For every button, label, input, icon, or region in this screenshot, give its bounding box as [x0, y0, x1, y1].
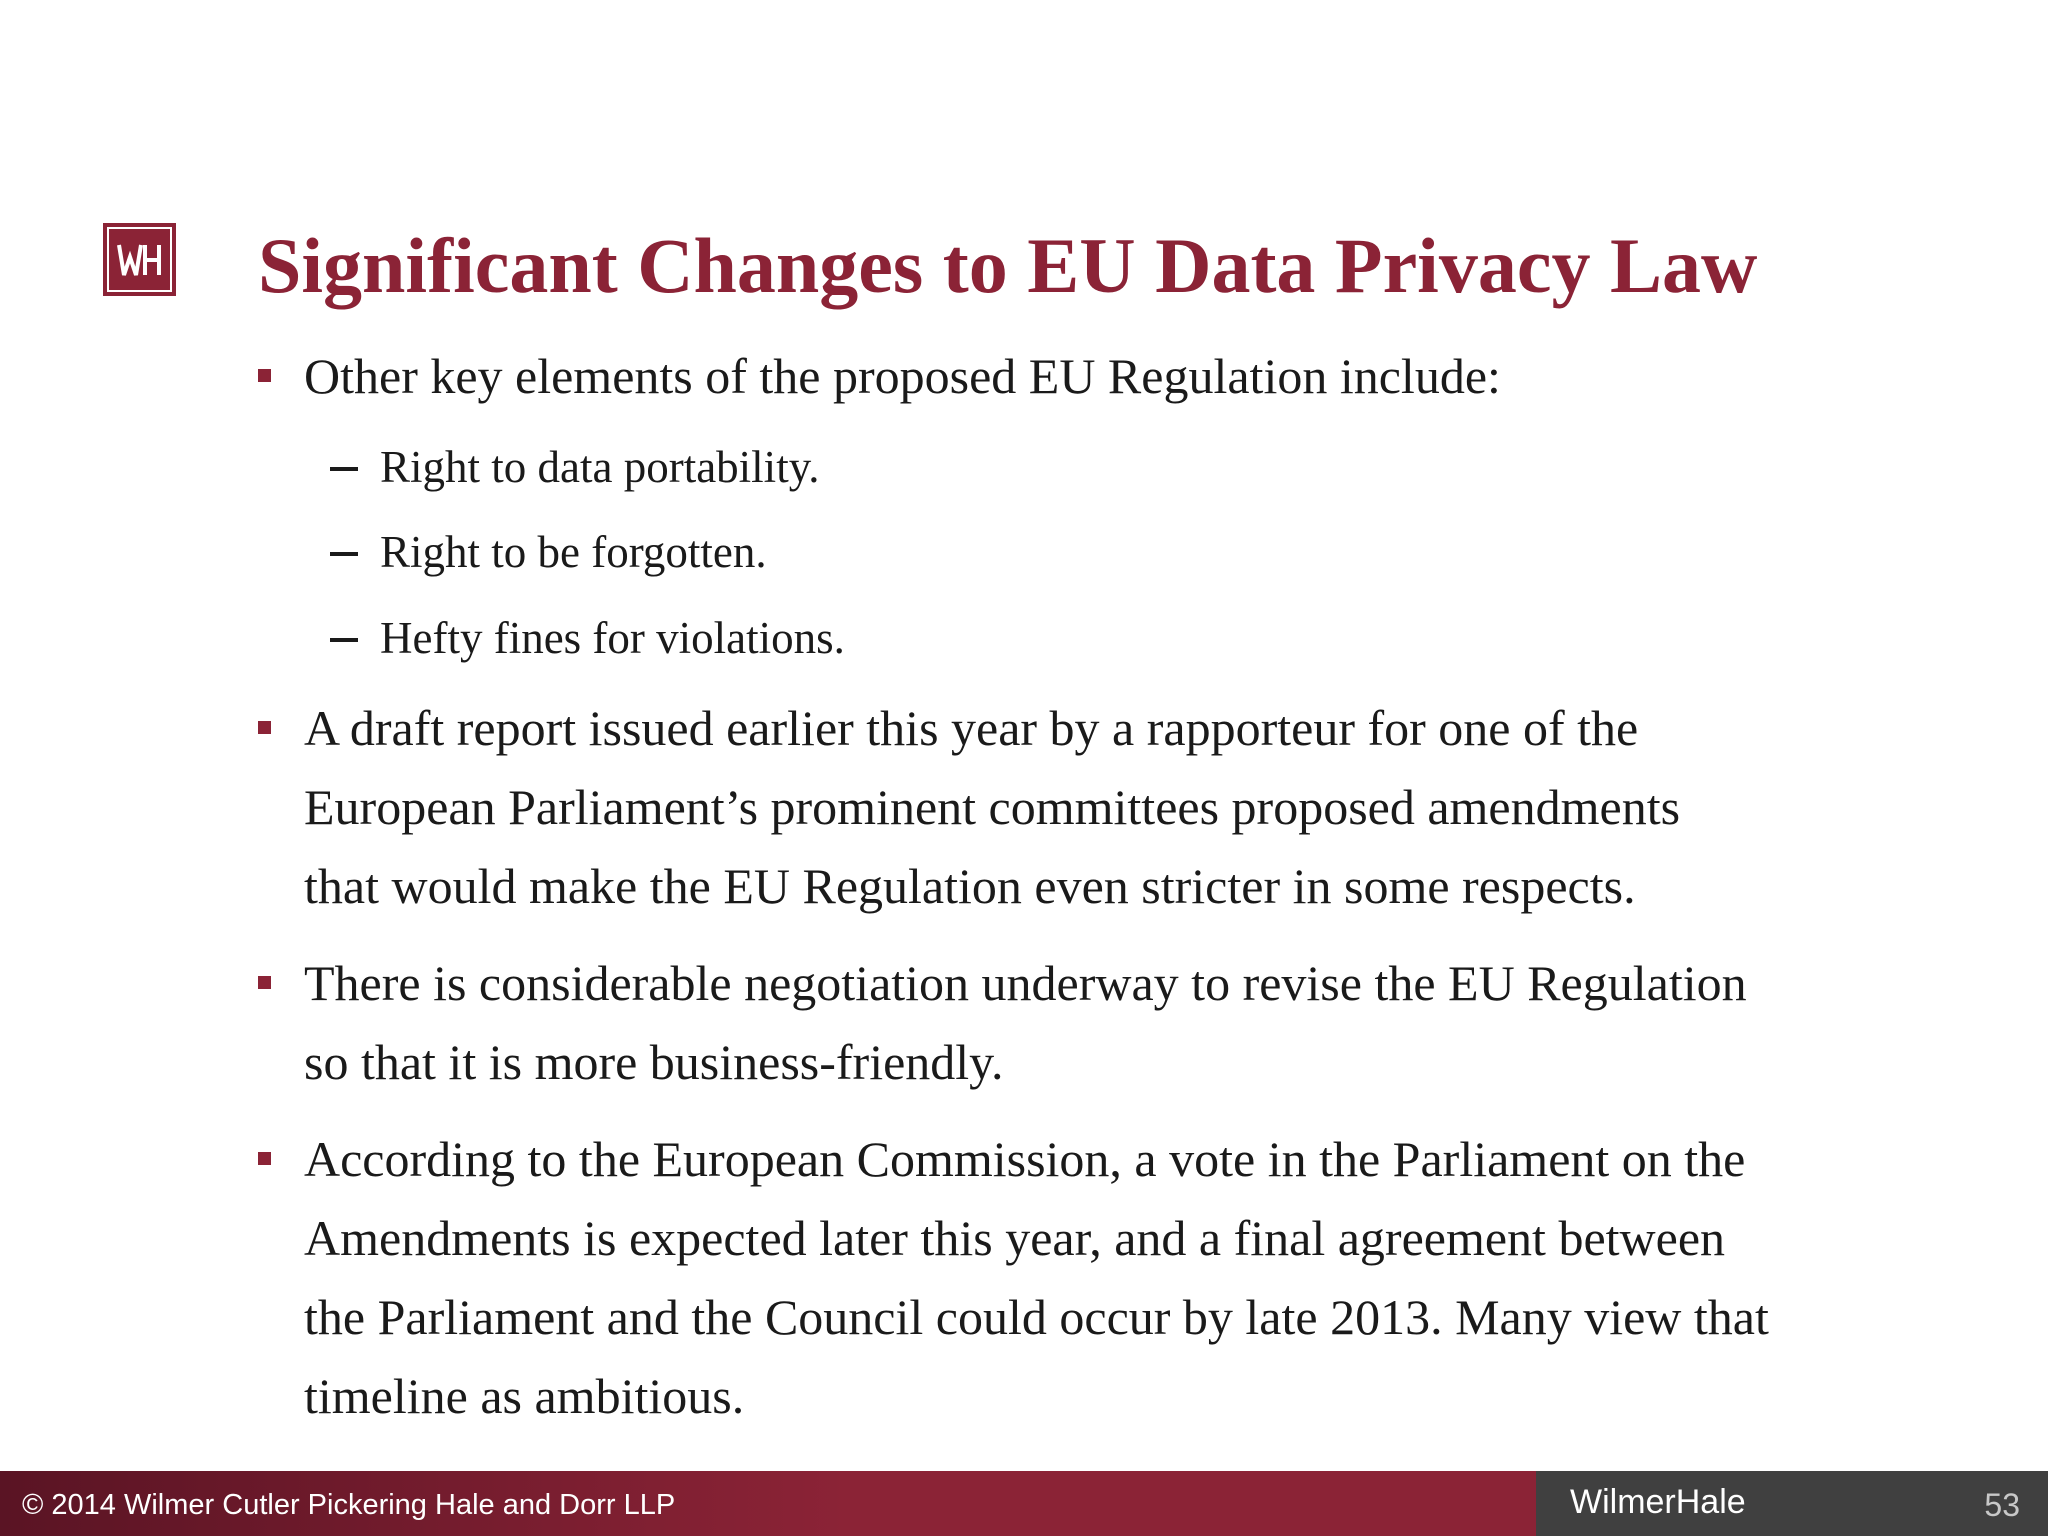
sub-marker	[330, 638, 358, 642]
bullet-marker	[258, 721, 271, 734]
bullet-item-1	[304, 337, 1944, 416]
sub-marker	[330, 552, 358, 556]
bullet-line: so that it is more business-friendly.	[304, 1034, 1004, 1090]
bullet-line: Amendments is expected later this year, and a final agreement between	[304, 1210, 1726, 1266]
bullet-line: that would make the EU Regulation even stricter in some respects.	[304, 858, 1636, 914]
bullet-line: Other key elements of the proposed EU Regulation include:	[304, 348, 1501, 404]
sub-marker	[330, 467, 358, 471]
bullet-line: European Parliament’s prominent committees proposed amendments	[304, 779, 1681, 835]
bullet-line: There is considerable negotiation underway to revise the EU Regulation	[304, 955, 1747, 1011]
wh-monogram-icon	[103, 223, 176, 296]
slide-title: Significant Changes to EU Data Privacy Law	[258, 222, 1758, 309]
sub-item-2: Right to be forgotten.	[380, 527, 767, 577]
bullet-line: timeline as ambitious.	[304, 1368, 745, 1424]
bullet-item-2	[304, 689, 1944, 926]
bullet-line: A draft report issued earlier this year by a rapporteur for one of the	[304, 700, 1639, 756]
bullet-item-3	[304, 944, 1944, 1102]
footer-brand: WilmerHale	[1570, 1483, 1746, 1521]
wh-logo-icon	[103, 223, 176, 296]
page-number: 53	[1984, 1487, 2020, 1523]
bullet-marker	[258, 369, 271, 382]
bullet-line: the Parliament and the Council could occur by late 2013. Many view that	[304, 1289, 1769, 1345]
footer-copyright: © 2014 Wilmer Cutler Pickering Hale and Dorr LLP	[22, 1489, 676, 1521]
sub-item-3: Hefty fines for violations.	[380, 613, 845, 663]
bullet-line: According to the European Commission, a vote in the Parliament on the	[304, 1131, 1746, 1187]
bullet-marker	[258, 976, 271, 989]
bullet-marker	[258, 1152, 271, 1165]
sub-item-1: Right to data portability.	[380, 442, 820, 492]
footer-bar	[0, 1471, 2048, 1536]
bullet-item-4	[304, 1120, 1944, 1436]
